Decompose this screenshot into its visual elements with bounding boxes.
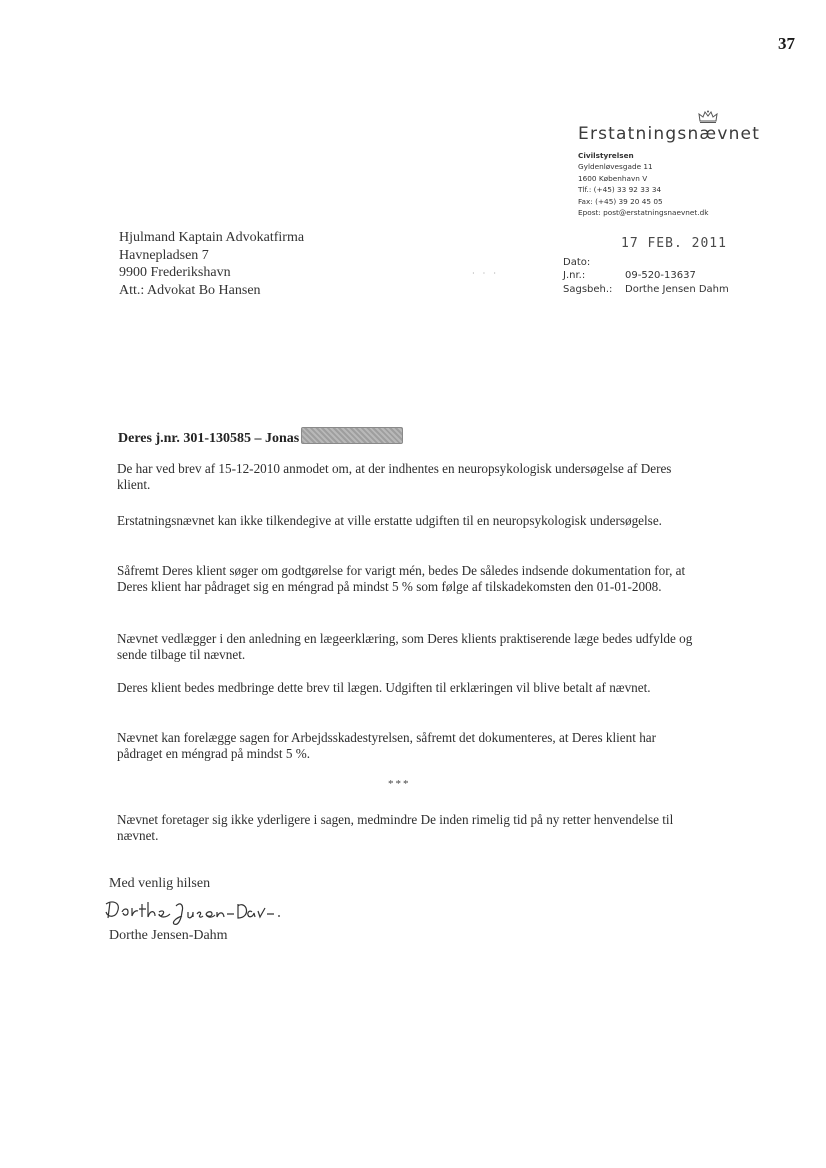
paragraph: Nævnet vedlægger i den anledning en lægeerklæring, som Deres klients praktiserende læge bedes udfylde og sende tilbage til nævnet. bbox=[117, 631, 693, 662]
address-city: 1600 København V bbox=[578, 173, 648, 183]
paragraph: Nævnet foretager sig ikke yderligere i sagen, medmindre De inden rimelig tid på ny retter henvendelse til nævnet. bbox=[117, 812, 674, 843]
meta-sagsbeh bbox=[563, 284, 729, 295]
meta-jnr bbox=[563, 270, 696, 281]
signer-name: Dorthe Jensen-Dahm bbox=[109, 928, 228, 943]
sagsbeh-value: Dorthe Jensen Dahm bbox=[625, 284, 729, 295]
recipient-line: 9900 Frederikshavn bbox=[119, 265, 231, 280]
closing-greeting: Med venlig hilsen bbox=[109, 876, 211, 891]
paragraph: Nævnet kan forelægge sagen for Arbejdsskadestyrelsen, såfremt det dokumenteres, at Deres klient har pådraget en méngrad på mindst 5 %. bbox=[117, 730, 657, 761]
meta-dato bbox=[563, 257, 625, 268]
subject-line bbox=[118, 427, 403, 447]
redaction-block bbox=[301, 427, 403, 444]
jnr-value: 09-520-13637 bbox=[625, 270, 696, 281]
dato-label: Dato: bbox=[563, 257, 591, 268]
recipient-line: Hjulmand Kaptain Advokatfirma bbox=[119, 230, 305, 245]
paragraph: Såfremt Deres klient søger om godtgørelse for varigt mén, bedes De således indsende dokumentation for, at Deres klient har pådraget sig en méngrad på mindst 5 % som følge af tilskadekomsten den 01-01-2008. bbox=[117, 563, 686, 594]
email: Epost: post@erstatningsnaevnet.dk bbox=[578, 208, 709, 218]
recipient-address bbox=[119, 229, 304, 299]
paragraph: De har ved brev af 15-12-2010 anmodet om, at der indhentes en neuropsykologisk undersøgelse af Deres klient. bbox=[117, 461, 672, 492]
scan-dots: · · · bbox=[472, 269, 499, 278]
fax: Fax: (+45) 39 20 45 05 bbox=[578, 196, 663, 206]
sagsbeh-label: Sagsbeh.: bbox=[563, 284, 613, 295]
date-stamp: 17 FEB. 2011 bbox=[621, 236, 727, 251]
phone: Tlf.: (+45) 33 92 33 34 bbox=[578, 185, 662, 195]
org-name: Erstatningsnævnet bbox=[578, 124, 761, 144]
recipient-line: Havnepladsen 7 bbox=[119, 247, 209, 263]
page-number: 37 bbox=[778, 34, 795, 53]
crown-icon bbox=[697, 110, 719, 124]
address-street: Gyldenløvesgade 11 bbox=[578, 162, 653, 172]
handwritten-signature bbox=[102, 892, 302, 930]
jnr-label: J.nr.: bbox=[563, 270, 586, 281]
org-address-block bbox=[578, 150, 708, 218]
sub-org: Civilstyrelsen bbox=[578, 151, 634, 160]
recipient-line: Att.: Advokat Bo Hansen bbox=[119, 282, 261, 298]
section-separator: *** bbox=[388, 778, 411, 790]
subject-text: Deres j.nr. 301-130585 – Jonas bbox=[118, 431, 300, 446]
paragraph: Deres klient bedes medbringe dette brev til lægen. Udgiften til erklæringen vil blive betalt af nævnet. bbox=[117, 680, 651, 695]
paragraph: Erstatningsnævnet kan ikke tilkendegive at ville erstatte udgiften til en neuropsykologisk undersøgelse. bbox=[117, 513, 662, 528]
